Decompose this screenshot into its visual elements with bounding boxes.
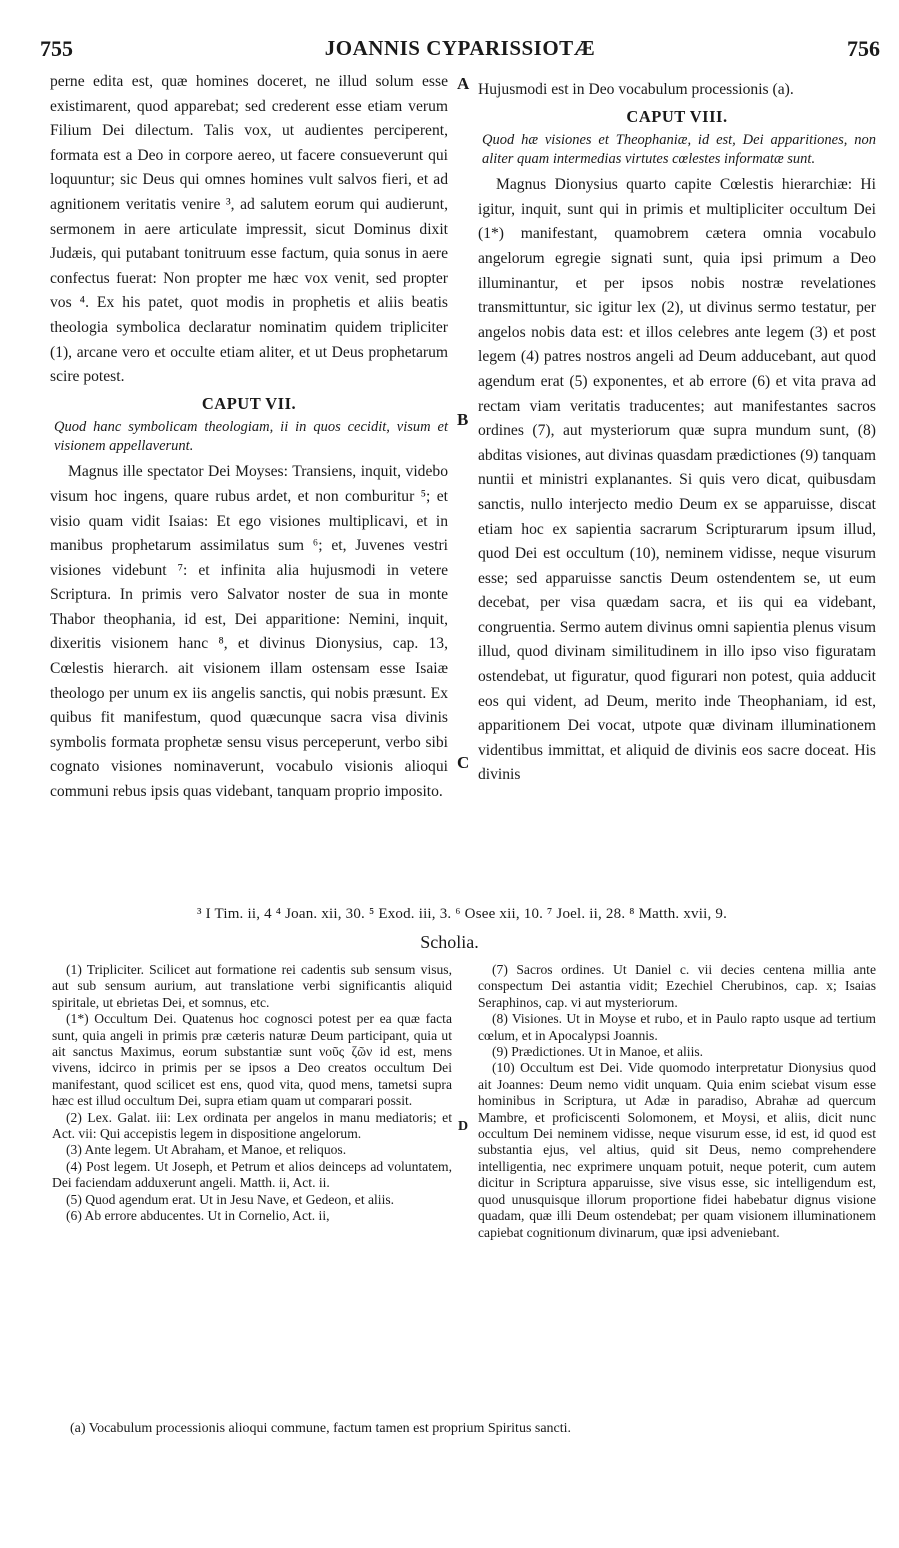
- scholion-4: (4) Post legem. Ut Joseph, et Petrum et alios deinceps ad voluntatem, Dei faciendam adduxerunt angeli. Matth. ii, Act. ii.: [52, 1158, 452, 1191]
- margin-letter-c: C: [457, 753, 470, 772]
- scholion-5: (5) Quod agendum erat. Ut in Jesu Nave, et Gedeon, et aliis.: [66, 1191, 395, 1207]
- scholion-7: (7) Sacros ordines. Ut Daniel c. vii decies centena millia ante conspectum Dei astantia vidit; Ezechiel Cherubinos, cap. x; Isaias Seraphinos, cap. vi aut mysteriorum.: [478, 962, 876, 1010]
- margin-letter-d: D: [458, 1119, 469, 1134]
- scholion-6: (6) Ab errore abducentes. Ut in Cornelio, Act. ii,: [66, 1208, 330, 1224]
- scholion-1: (1) Tripliciter. Scilicet aut formatione rei cadentis sub sensum visus, aut sub sensum aurium, aut translatione verbi significantis aliquid spiritale, ut ebrietas Dei, et somnus, etc.: [52, 962, 452, 1010]
- scholion-10: (10) Occultum est Dei. Vide quomodo interpretatur Dionysius quod ait Joannes: Deum nemo vidit unquam. Quia enim sciebat visum esse hominibus in Scriptura, ut Adæ in paradiso, Abrahæ ad quercum Mambre, et proficiscenti Solomonem, et Moysi, et aliis, dicit nunc occultum Dei neminem vidisse, neque visurum esse, id est, id quod est substantia ejus, vel altius, quid sit Deus, nemo comprehendere intelligentia, nec exprimere unquam potuit, neque poterit, cum autem dicitur in Scriptura apparuisse, sive visus esse, sic intelligendum est, quod unusquisque illorum proportione fidei habebatur dignus visione quadam, quæ illi Deum ostendebat; per quam visionem illuminationem capiebat cognitionum divinarum, quæ ipsi adveniebant.: [478, 1060, 876, 1240]
- margin-letter-a: A: [457, 74, 470, 93]
- scholia-left-column: [52, 962, 452, 1225]
- scholia-right-column: [478, 962, 876, 1241]
- scholion-9: (9) Prædictiones. Ut in Manoe, et aliis.: [492, 1044, 704, 1060]
- scholion-3: (3) Ante legem. Ut Abraham, et Manoe, et reliquos.: [66, 1142, 347, 1158]
- page-number-left: 755: [40, 36, 73, 61]
- right-column: [478, 78, 876, 788]
- right-paragraph-2: Magnus Dionysius quarto capite Cœlestis hierarchiæ: Hi igitur, inquit, sunt qui in primis et multipliciter occultum Dei (1*) manifestant, quamobrem cætera omnia vocabulo angelorum egregie signati sunt, quia ipsi primum a Deo illuminantur, et per ipsos nobis nostræ revelationes transmittuntur, sic igitur lex (2), ut divinus sermo testatur, per angelos nobis data est: et illos celebres ante legem (3) et post legem (4) patres nostros angeli ad Deum adducebant, aut quod agendum erat (5) exponentes, et ab errore (6) et vita prava ad rectam viam veritatis traducentes; aut manifestantes sacros ordines (7), aut mysteriorum quæ supra mundum sunt, (8) abditas visiones, aut divinas quasdam prædictiones (9) tanquam nuntii et ministri explanantes. Si quis vero dicat, quibusdam sanctis, nullo interjecto medio Deum ex se apparuisse, discat etiam hoc ex sapientia sacrarum Scripturarum ipsum illud, quod Dei est occultum (10), neminem vidisse, neque visurum esse; sed apparuisse sanctis Deum ostendentem se, ut eum decebat, per visa quædam sacra, et iis qui ea videbant, congruentia. Sermo autem divinus omni sapientia plenus visum illud, quod divinam similitudinem in illo ipso viso figuratam ostendebat, ut figuratur, quod figurari non potest, quia adducit eos qui vident, ad Deum, merito inde Theophaniam, id est, apparitionem Dei vocat, utpote quæ divinam illuminationem videntibus immittat, et aliquid de divinis eos sacre doceat. His divinis: [478, 176, 876, 784]
- scholion-2: (2) Lex. Galat. iii: Lex ordinata per angelos in manu mediatoris; et Act. vii: Qui accepistis legem in dispositione angelorum.: [52, 1109, 452, 1142]
- scholion-8: (8) Visiones. Ut in Moyse et rubo, et in Paulo rapto usque ad tertium cœlum, et in Apocalypsi Joannis.: [478, 1011, 876, 1043]
- chapter-summary-vii: Quod hanc symbolicam theologiam, ii in quos cecidit, visum et visionem appellaverunt.: [54, 419, 448, 455]
- left-column: [50, 70, 448, 805]
- left-paragraph-2: Magnus ille spectator Dei Moyses: Transiens, inquit, videbo visum hoc ingens, quare rubus ardet, et non comburitur ⁵; et visio quam vidit Isaias: Et ego visiones multiplicavi, et in manibus prophetarum assimilatus sum ⁶; et, Juvenes vestri visiones videbunt ⁷: et infinita alia hujusmodi in vetere Scriptura. In primis vero Salvator noster de sua in monte Thabor theophania, id est, Dei apparitione: Nemini, inquit, dixeritis visionem hanc ⁸, et divinus Dionysius, cap. 13, Cœlestis hierarch. ait visionem illam ostensam esse Isaiæ theologo per unum ex iis angelis sanctis, qui nobis præsunt. Ex quibus fit manifestum, quod quæcunque sacra visa divinis symbolis formata prophetæ sensu visus perceperunt, verbo sibi cognato visiones nominaverunt, vocabulo visionis alioqui communi rebus ipsis quas videbant, tanquam proprio imposito.: [50, 463, 448, 801]
- chapter-summary-viii: Quod hæ visiones et Theophaniæ, id est, Dei apparitiones, non aliter quam intermedias virtutes cœlestes informatæ sunt.: [482, 132, 876, 168]
- margin-letter-b: B: [457, 410, 469, 429]
- left-paragraph-1: perne edita est, quæ homines doceret, ne illud solum esse existimarent, quod apparebat; sed crederent esse etiam verum Filium Dei dilectum. Talis vox, ut audientes perciperent, formata est a Deo in corpore aereo, ut facere consueverunt qui loquuntur; sic Deus qui omnes homines vult salvos fieri, et ad agnitionem veritatis venire ³, ad salutem eorum qui audierunt, sermonem in aere articulate impressit, sicut Dominus dixit Judæis, qui putabant tonitruum esse factum, quia sonus in aere confectus fuerat: Non propter me hæc vox venit, sed propter vos ⁴. Ex his patet, quot modis in prophetis et aliis beatis theologia symbolica declaratur nominatim quidem tripliciter (1), arcane vero et occulte etiam aliter, et ut Deus prophetarum scire potest.: [50, 73, 448, 386]
- chapter-heading-viii: CAPUT VIII.: [626, 106, 728, 126]
- scholia-title: Scholia.: [420, 932, 479, 952]
- page-number-right: 756: [847, 36, 880, 61]
- footnotes: ³ I Tim. ii, 4 ⁴ Joan. xii, 30. ⁵ Exod. iii, 3. ⁶ Osee xii, 10. ⁷ Joel. ii, 28. ⁸ Matth. xvii, 9.: [196, 906, 728, 922]
- running-header: [40, 36, 880, 66]
- editor-note: (a) Vocabulum processionis alioqui commune, factum tamen est proprium Spiritus sancti.: [70, 1421, 572, 1436]
- scholion-1-star: (1*) Occultum Dei. Quatenus hoc cognosci potest per ea quæ facta sunt, quia angeli in primis præ cæteris naturæ Deum participant, quia ut ait sanctus Maximus, eorum substantiæ sunt νοῦς ζῶν id est, mens vivens, idcirco in primis per se ipsos a Deo creatos occultum Dei manifestant, quod scilicet est ens, quod vita, quod mens, tametsi supra hæc est illud occultum Dei, supra etiam quam ut comparari possit.: [52, 1011, 452, 1109]
- chapter-heading-vii: CAPUT VII.: [201, 393, 297, 413]
- running-title: JOANNIS CYPARISSIOTÆ: [324, 36, 596, 60]
- right-paragraph-1: Hujusmodi est in Deo vocabulum processionis (a).: [478, 81, 794, 98]
